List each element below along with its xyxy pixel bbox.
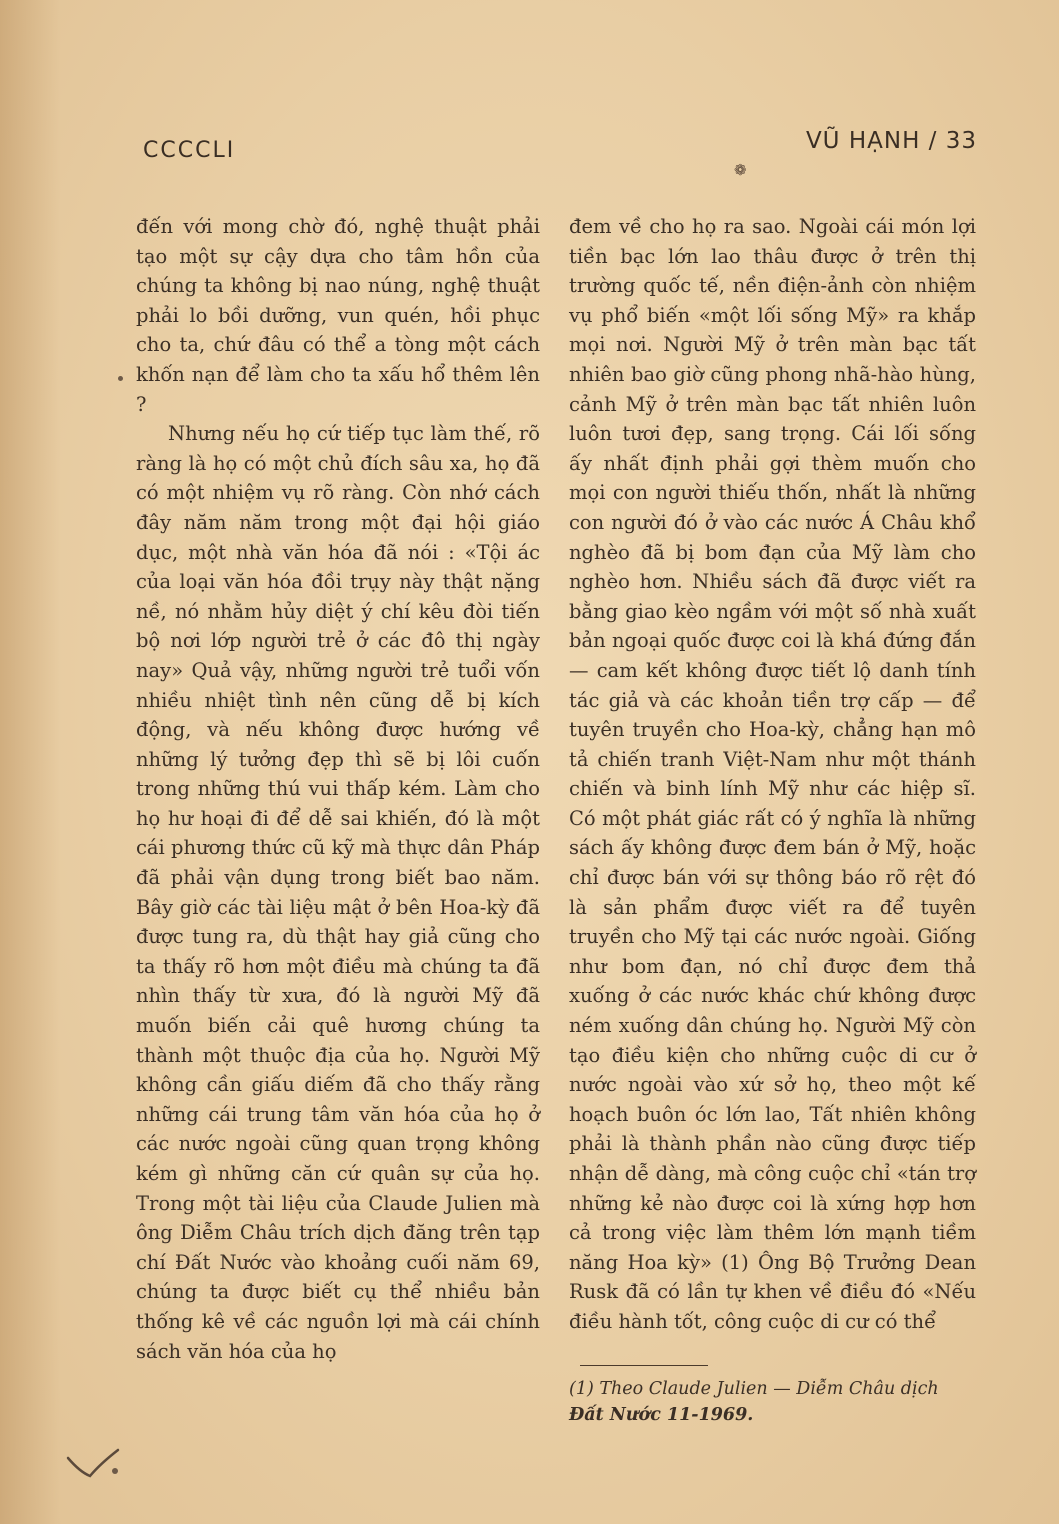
ornament-icon: ❁ xyxy=(734,161,747,179)
right-paragraph-1: đem về cho họ ra sao. Ngoài cái món lợi tiền bạc lớn lao thâu được ở trên thị trường quốc tế, nền điện-ảnh còn nhiệm vụ phổ biến «một lối sống Mỹ» ra khắp mọi nơi. Người Mỹ ở trên màn bạc tất nhiên bao giờ cũng phong nhã-hào hùng, cảnh Mỹ ở trên màn bạc tất nhiên luôn luôn tươi đẹp, sang trọng. Cái lối sống ấy nhất định phải gợi thèm muốn cho mọi con người thiếu thốn, nhất là những con người đó ở vào các nước Á Châu khổ nghèo đã bị bom đạn của Mỹ làm cho nghèo hơn. Nhiều sách đã được viết ra bằng giao kèo ngầm với một số nhà xuất bản ngoại quốc được coi là khá đứng đắn — cam kết không được tiết lộ danh tính tác giả và các khoản tiền trợ cấp — để tuyên truyền cho Hoa-kỳ, chẳng hạn mô tả chiến tranh Việt-Nam như một thánh chiến và binh lính Mỹ như các hiệp sĩ. Có một phát giác rất có ý nghĩa là những sách ấy không được đem bán ở Mỹ, hoặc chỉ được bán với sự thông báo rõ rệt đó là sản phẩm được viết ra để tuyên truyền cho Mỹ tại các nước ngoài. Giống như bom đạn, nó chỉ được đem thả xuống ở các nước khác chứ không được ném xuống dân chúng họ. Người Mỹ còn tạo điều kiện cho những cuộc di cư ở nước ngoài vào xứ sở họ, theo một kế hoạch buôn óc lớn lao, Tất nhiên không phải là thành phần nào cũng được tiếp nhận dễ dàng, mà công cuộc chỉ «tán trợ những kẻ nào được coi là xứng hợp hơn cả trong việc làm thêm lớn mạnh tiềm năng Hoa kỳ» (1) Ông Bộ Trưởng Dean Rusk đã có lần tự khen về điều đó «Nếu điều hành tốt, công cuộc di cư có thể xyxy=(569,215,976,1333)
footnote xyxy=(569,1376,979,1428)
footnote-source: Đất Nước 11-1969. xyxy=(569,1405,754,1425)
running-header-right: VŨ HẠNH / 33 xyxy=(805,128,977,154)
footnote-divider xyxy=(580,1365,708,1366)
right-column xyxy=(569,212,976,1337)
left-column xyxy=(136,212,540,1366)
left-paragraph-1: đến với mong chờ đó, nghệ thuật phải tạo một sự cậy dựa cho tâm hồn của chúng ta không bị nao núng, nghệ thuật phải lo bồi dưỡng, vun quén, hồi phục cho ta, chứ đâu có thể a tòng một cách khốn nạn để làm cho ta xấu hổ thêm lên ? xyxy=(136,215,540,416)
pencil-checkmark-icon xyxy=(66,1446,126,1486)
page-edge-shadow xyxy=(0,0,60,1524)
running-header-left: CCCCLI xyxy=(143,138,236,163)
ink-dot xyxy=(112,1468,118,1474)
left-paragraph-2: Nhưng nếu họ cứ tiếp tục làm thế, rõ ràng là họ có một chủ đích sâu xa, họ đã có một nhiệm vụ rõ ràng. Còn nhớ cách đây năm năm trong một đại hội giáo dục, một nhà văn hóa đã nói : «Tội ác của loại văn hóa đồi trụy này thật nặng nề, nó nhằm hủy diệt ý chí kêu đòi tiến bộ nơi lớp người trẻ ở các đô thị ngày nay» Quả vậy, những người trẻ tuổi vốn nhiều nhiệt tình nên cũng dễ bị kích động, và nếu không được hướng về những lý tưởng đẹp thì sẽ bị lôi cuốn trong những thú vui thấp kém. Làm cho họ hư hoại đi để dễ sai khiến, đó là một cái phương thức cũ kỹ mà thực dân Pháp đã phải vận dụng trong biết bao năm. Bây giờ các tài liệu mật ở bên Hoa-kỳ đã được tung ra, dù thật hay giả cũng cho ta thấy rõ hơn một điều mà chúng ta đã nhìn thấy từ xưa, đó là người Mỹ đã muốn biến cải quê hương chúng ta thành một thuộc địa của họ. Người Mỹ không cần giấu diếm đã cho thấy rằng những cái trung tâm văn hóa của họ ở các nước ngoài cũng quan trọng không kém gì những căn cứ quân sự của họ. Trong một tài liệu của Claude Julien mà ông Diễm Châu trích dịch đăng trên tạp chí Đất Nước vào khoảng cuối năm 69, chúng ta được biết cụ thể nhiều bản thống kê về các nguồn lợi mà cái chính sách văn hóa của họ xyxy=(136,422,540,1363)
footnote-text: (1) Theo Claude Julien — Diễm Châu dịch xyxy=(569,1379,939,1399)
ink-dot xyxy=(118,376,123,381)
